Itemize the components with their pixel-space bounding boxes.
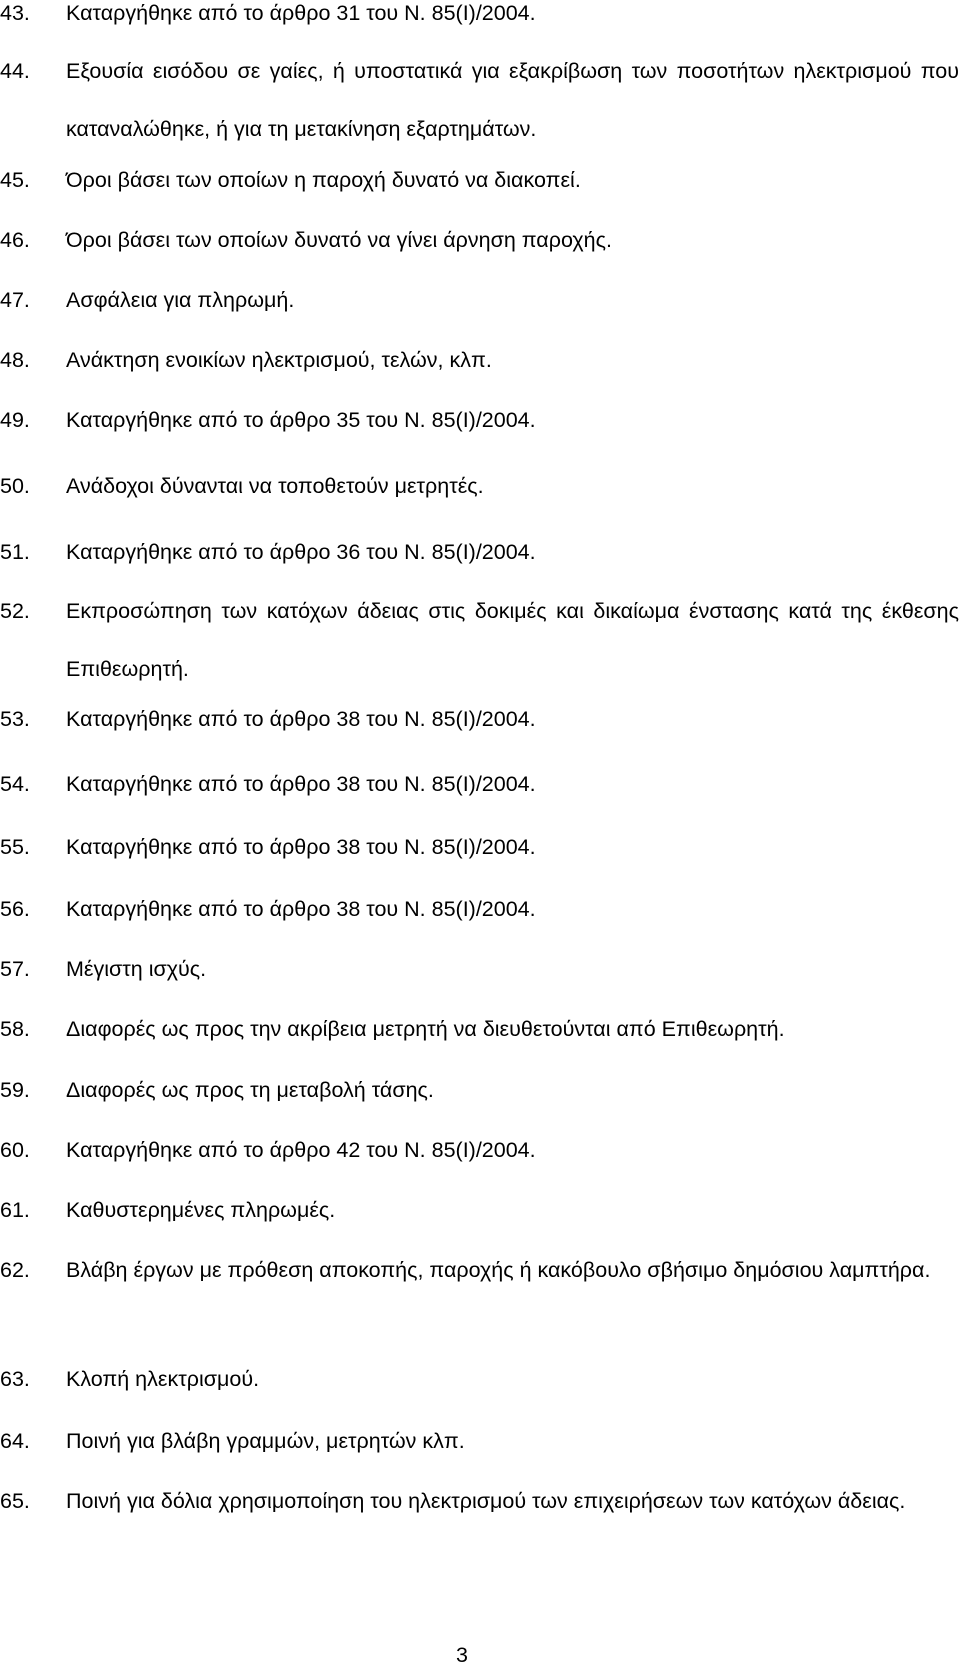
item-text: Μέγιστη ισχύς. (66, 957, 207, 981)
item-number: 53. (0, 707, 30, 731)
item-number: 47. (0, 288, 30, 312)
item-number: 45. (0, 168, 30, 192)
item-text: Όροι βάσει των οποίων δυνατό να γίνει άρνηση παροχής. (66, 228, 612, 252)
item-text: Διαφορές ως προς την ακρίβεια μετρητή να διευθετούνται από Επιθεωρητή. (66, 1017, 785, 1041)
item-number: 65. (0, 1489, 30, 1513)
item-text: Καθυστερημένες πληρωμές. (66, 1198, 336, 1222)
item-number: 56. (0, 897, 30, 921)
item-number: 60. (0, 1138, 30, 1162)
item-text: Καταργήθηκε από το άρθρο 42 του Ν. 85(Ι)/2004. (66, 1138, 536, 1162)
item-text: Καταργήθηκε από το άρθρο 31 του Ν. 85(Ι)/2004. (66, 1, 536, 25)
item-text: Καταργήθηκε από το άρθρο 35 του Ν. 85(Ι)/2004. (66, 408, 536, 432)
item-number: 50. (0, 474, 30, 498)
item-number: 48. (0, 348, 30, 372)
item-number: 55. (0, 835, 30, 859)
item-number: 58. (0, 1017, 30, 1041)
item-number: 62. (0, 1258, 30, 1282)
item-text: Καταργήθηκε από το άρθρο 38 του Ν. 85(Ι)/2004. (66, 897, 536, 921)
item-number: 43. (0, 1, 30, 25)
item-text: Ανάκτηση ενοικίων ηλεκτρισμού, τελών, κλπ. (66, 348, 492, 372)
item-number: 61. (0, 1198, 30, 1222)
item-number: 64. (0, 1429, 30, 1453)
item-text: Καταργήθηκε από το άρθρο 38 του Ν. 85(Ι)/2004. (66, 835, 536, 859)
item-text: Ποινή για βλάβη γραμμών, μετρητών κλπ. (66, 1429, 465, 1453)
item-text: Ασφάλεια για πληρωμή. (66, 288, 295, 312)
item-number: 59. (0, 1078, 30, 1102)
item-number: 44. (0, 59, 30, 83)
item-text: Ανάδοχοι δύνανται να τοποθετούν μετρητές. (66, 474, 484, 498)
item-number: 49. (0, 408, 30, 432)
item-text: Καταργήθηκε από το άρθρο 36 του Ν. 85(Ι)/2004. (66, 540, 536, 564)
item-text: Καταργήθηκε από το άρθρο 38 του Ν. 85(Ι)/2004. (66, 707, 536, 731)
item-text: Κλοπή ηλεκτρισμού. (66, 1367, 260, 1391)
item-text: Διαφορές ως προς τη μεταβολή τάσης. (66, 1078, 434, 1102)
item-text: Όροι βάσει των οποίων η παροχή δυνατό να διακοπεί. (66, 168, 581, 192)
item-number: 46. (0, 228, 30, 252)
item-text: Εκπροσώπηση των κατόχων άδειας στις δοκιμές και δικαίωμα ένστασης κατά της έκθεσης Επιθεωρητή. (66, 599, 959, 681)
item-text: Ποινή για δόλια χρησιμοποίηση του ηλεκτρισμού των επιχειρήσεων των κατόχων άδειας. (66, 1489, 906, 1513)
page-number: 3 (456, 1643, 468, 1667)
item-text: Καταργήθηκε από το άρθρο 38 του Ν. 85(Ι)/2004. (66, 772, 536, 796)
item-text: Εξουσία εισόδου σε γαίες, ή υποστατικά για εξακρίβωση των ποσοτήτων ηλεκτρισμού που καταναλώθηκε, ή για τη μετακίνηση εξαρτημάτων. (66, 59, 959, 141)
item-number: 54. (0, 772, 30, 796)
item-number: 57. (0, 957, 30, 981)
item-text: Βλάβη έργων με πρόθεση αποκοπής, παροχής ή κακόβουλο σβήσιμο δημόσιου λαμπτήρα. (66, 1258, 931, 1282)
item-number: 63. (0, 1367, 30, 1391)
item-number: 52. (0, 599, 30, 623)
item-number: 51. (0, 540, 30, 564)
